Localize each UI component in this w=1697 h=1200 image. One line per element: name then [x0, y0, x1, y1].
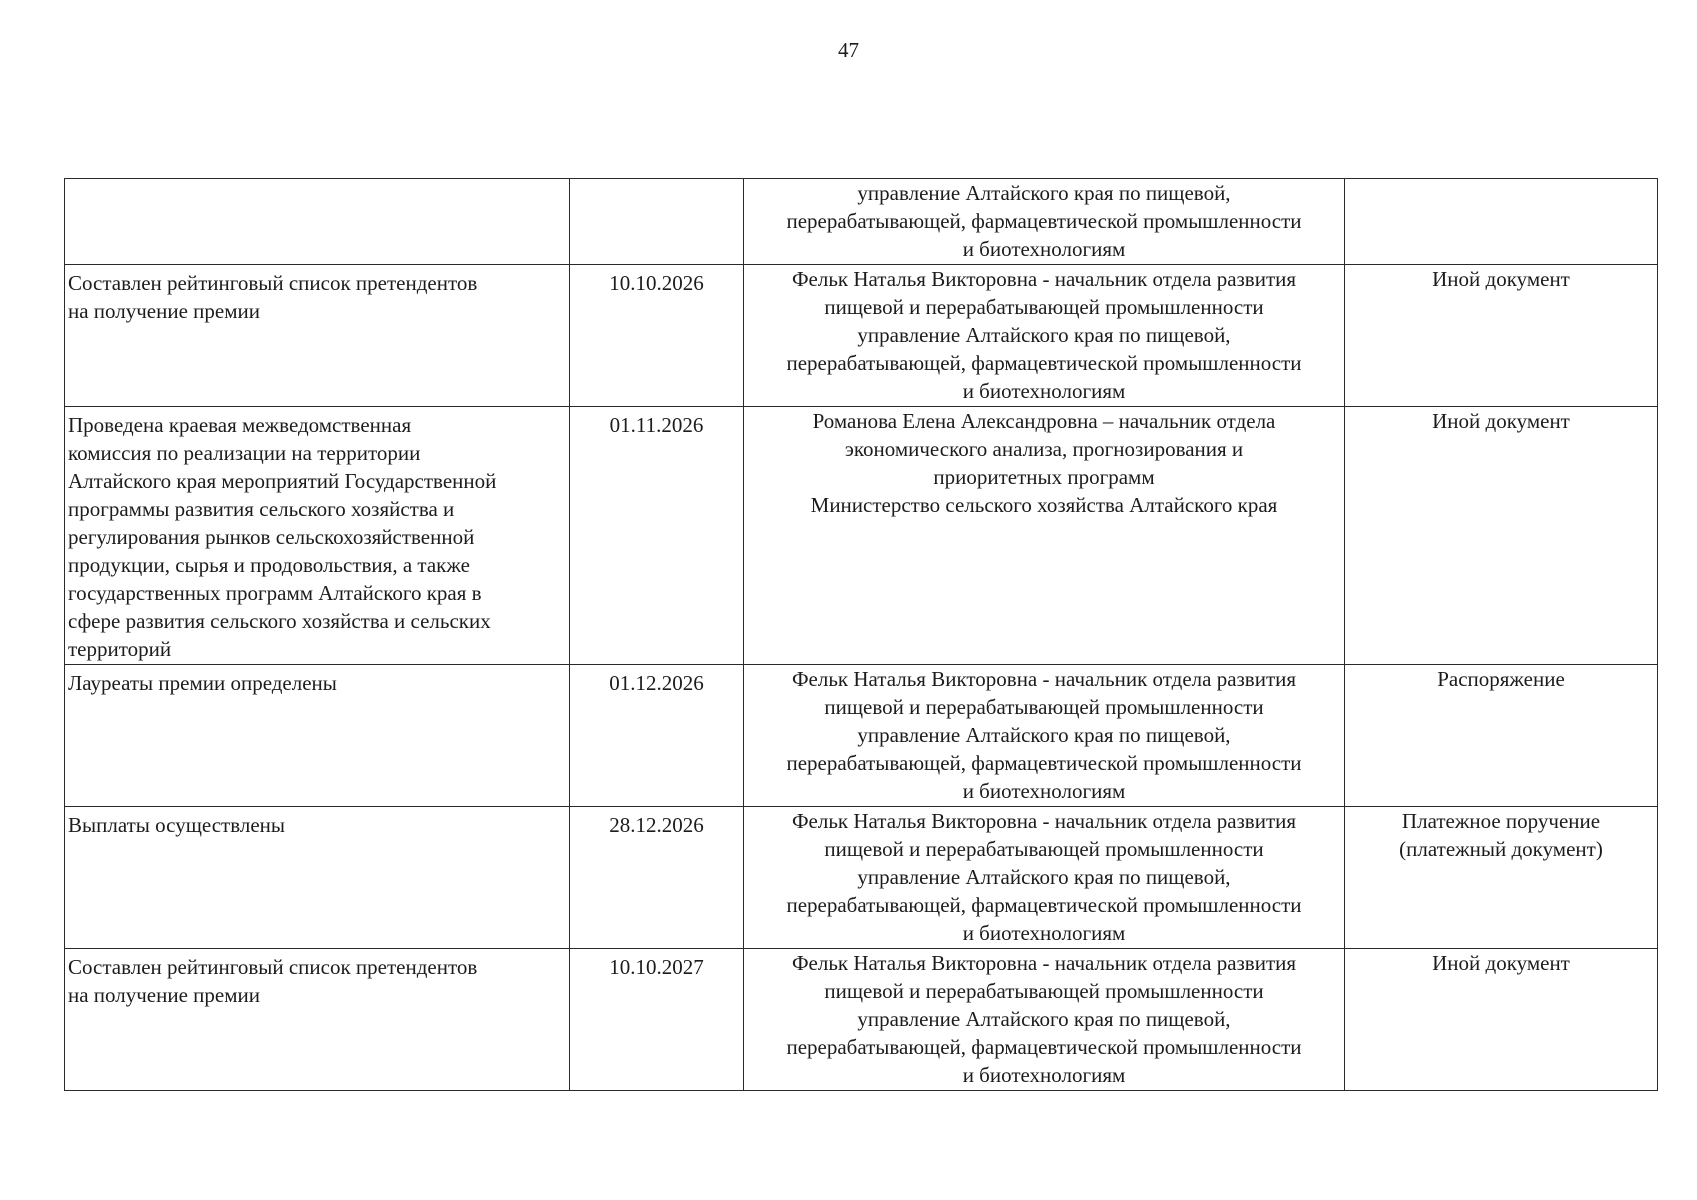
table-row: [65, 949, 1658, 1091]
responsible-line: управление Алтайского края по пищевой,: [857, 723, 1231, 747]
document-cell: [1345, 949, 1658, 1091]
event-line: на получение премии: [68, 299, 261, 323]
event-line: сфере развития сельского хозяйства и сельских: [68, 609, 491, 633]
table-row: [65, 179, 1658, 265]
responsible-line: Романова Елена Александровна – начальник отдела: [812, 409, 1276, 433]
date-cell: 01.12.2026: [570, 665, 744, 807]
responsible-line: управление Алтайского края по пищевой,: [857, 181, 1231, 205]
responsible-cell: [744, 265, 1345, 407]
event-line: комиссия по реализации на территории: [68, 441, 421, 465]
responsible-cell: [744, 949, 1345, 1091]
event-line: Лауреаты премии определены: [68, 671, 337, 695]
responsible-line: управление Алтайского края по пищевой,: [857, 1007, 1231, 1031]
date-cell: 28.12.2026: [570, 807, 744, 949]
document-line: (платежный документ): [1399, 837, 1603, 861]
event-cell: [65, 807, 570, 949]
responsible-line: Фельк Наталья Викторовна - начальник отдела развития: [791, 951, 1297, 975]
responsible-line: перерабатывающей, фармацевтической промышленности: [786, 209, 1302, 233]
document-line: Иной документ: [1432, 951, 1570, 975]
table-row: [65, 665, 1658, 807]
event-cell: [65, 265, 570, 407]
event-line: программы развития сельского хозяйства и: [68, 497, 455, 521]
responsible-cell: [744, 179, 1345, 265]
table-row: [65, 807, 1658, 949]
responsible-cell: [744, 665, 1345, 807]
event-line: Алтайского края мероприятий Государственной: [68, 469, 497, 493]
responsible-line: пищевой и перерабатывающей промышленности: [824, 837, 1264, 861]
date-cell: 01.11.2026: [570, 407, 744, 665]
date-cell: [570, 179, 744, 265]
date-cell: 10.10.2027: [570, 949, 744, 1091]
event-cell: [65, 949, 570, 1091]
responsible-line: пищевой и перерабатывающей промышленности: [824, 979, 1264, 1003]
event-cell: [65, 179, 570, 265]
document-cell: [1345, 179, 1658, 265]
responsible-cell: [744, 807, 1345, 949]
page-number: 47: [838, 38, 859, 62]
event-line: Выплаты осуществлены: [68, 813, 286, 837]
responsible-line: перерабатывающей, фармацевтической промышленности: [786, 751, 1302, 775]
responsible-cell: [744, 407, 1345, 665]
responsible-line: перерабатывающей, фармацевтической промышленности: [786, 351, 1302, 375]
document-cell: [1345, 807, 1658, 949]
responsible-line: Фельк Наталья Викторовна - начальник отдела развития: [791, 667, 1297, 691]
document-line: Иной документ: [1432, 409, 1570, 433]
document-cell: [1345, 665, 1658, 807]
responsible-line: управление Алтайского края по пищевой,: [857, 323, 1231, 347]
responsible-line: перерабатывающей, фармацевтической промышленности: [786, 893, 1302, 917]
table-row: [65, 265, 1658, 407]
responsible-line: и биотехнологиям: [962, 379, 1126, 403]
date-cell: 10.10.2026: [570, 265, 744, 407]
responsible-line: и биотехнологиям: [962, 921, 1126, 945]
responsible-line: перерабатывающей, фармацевтической промышленности: [786, 1035, 1302, 1059]
event-line: продукции, сырья и продовольствия, а также: [68, 553, 470, 577]
event-line: на получение премии: [68, 983, 261, 1007]
event-line: государственных программ Алтайского края в: [68, 581, 482, 605]
responsible-line: пищевой и перерабатывающей промышленности: [824, 295, 1264, 319]
responsible-line: Фельк Наталья Викторовна - начальник отдела развития: [791, 267, 1297, 291]
responsible-line: и биотехнологиям: [962, 237, 1126, 261]
event-cell: [65, 665, 570, 807]
event-line: Составлен рейтинговый список претендентов: [68, 271, 478, 295]
responsible-line: Фельк Наталья Викторовна - начальник отдела развития: [791, 809, 1297, 833]
document-cell: [1345, 407, 1658, 665]
event-cell: [65, 407, 570, 665]
responsible-line: Министерство сельского хозяйства Алтайского края: [810, 493, 1278, 517]
table-row: [65, 407, 1658, 665]
event-line: Составлен рейтинговый список претендентов: [68, 955, 478, 979]
document-line: Платежное поручение: [1401, 809, 1601, 833]
document-line: Иной документ: [1432, 267, 1570, 291]
document-line: Распоряжение: [1437, 667, 1565, 691]
responsible-line: приоритетных программ: [933, 465, 1155, 489]
event-line: регулирования рынков сельскохозяйственной: [68, 525, 475, 549]
event-line: территорий: [68, 637, 172, 661]
events-table: [64, 178, 1658, 1091]
responsible-line: и биотехнологиям: [962, 1063, 1126, 1087]
responsible-line: управление Алтайского края по пищевой,: [857, 865, 1231, 889]
responsible-line: экономического анализа, прогнозирования и: [844, 437, 1244, 461]
document-cell: [1345, 265, 1658, 407]
responsible-line: пищевой и перерабатывающей промышленности: [824, 695, 1264, 719]
event-line: Проведена краевая межведомственная: [68, 413, 412, 437]
responsible-line: и биотехнологиям: [962, 779, 1126, 803]
